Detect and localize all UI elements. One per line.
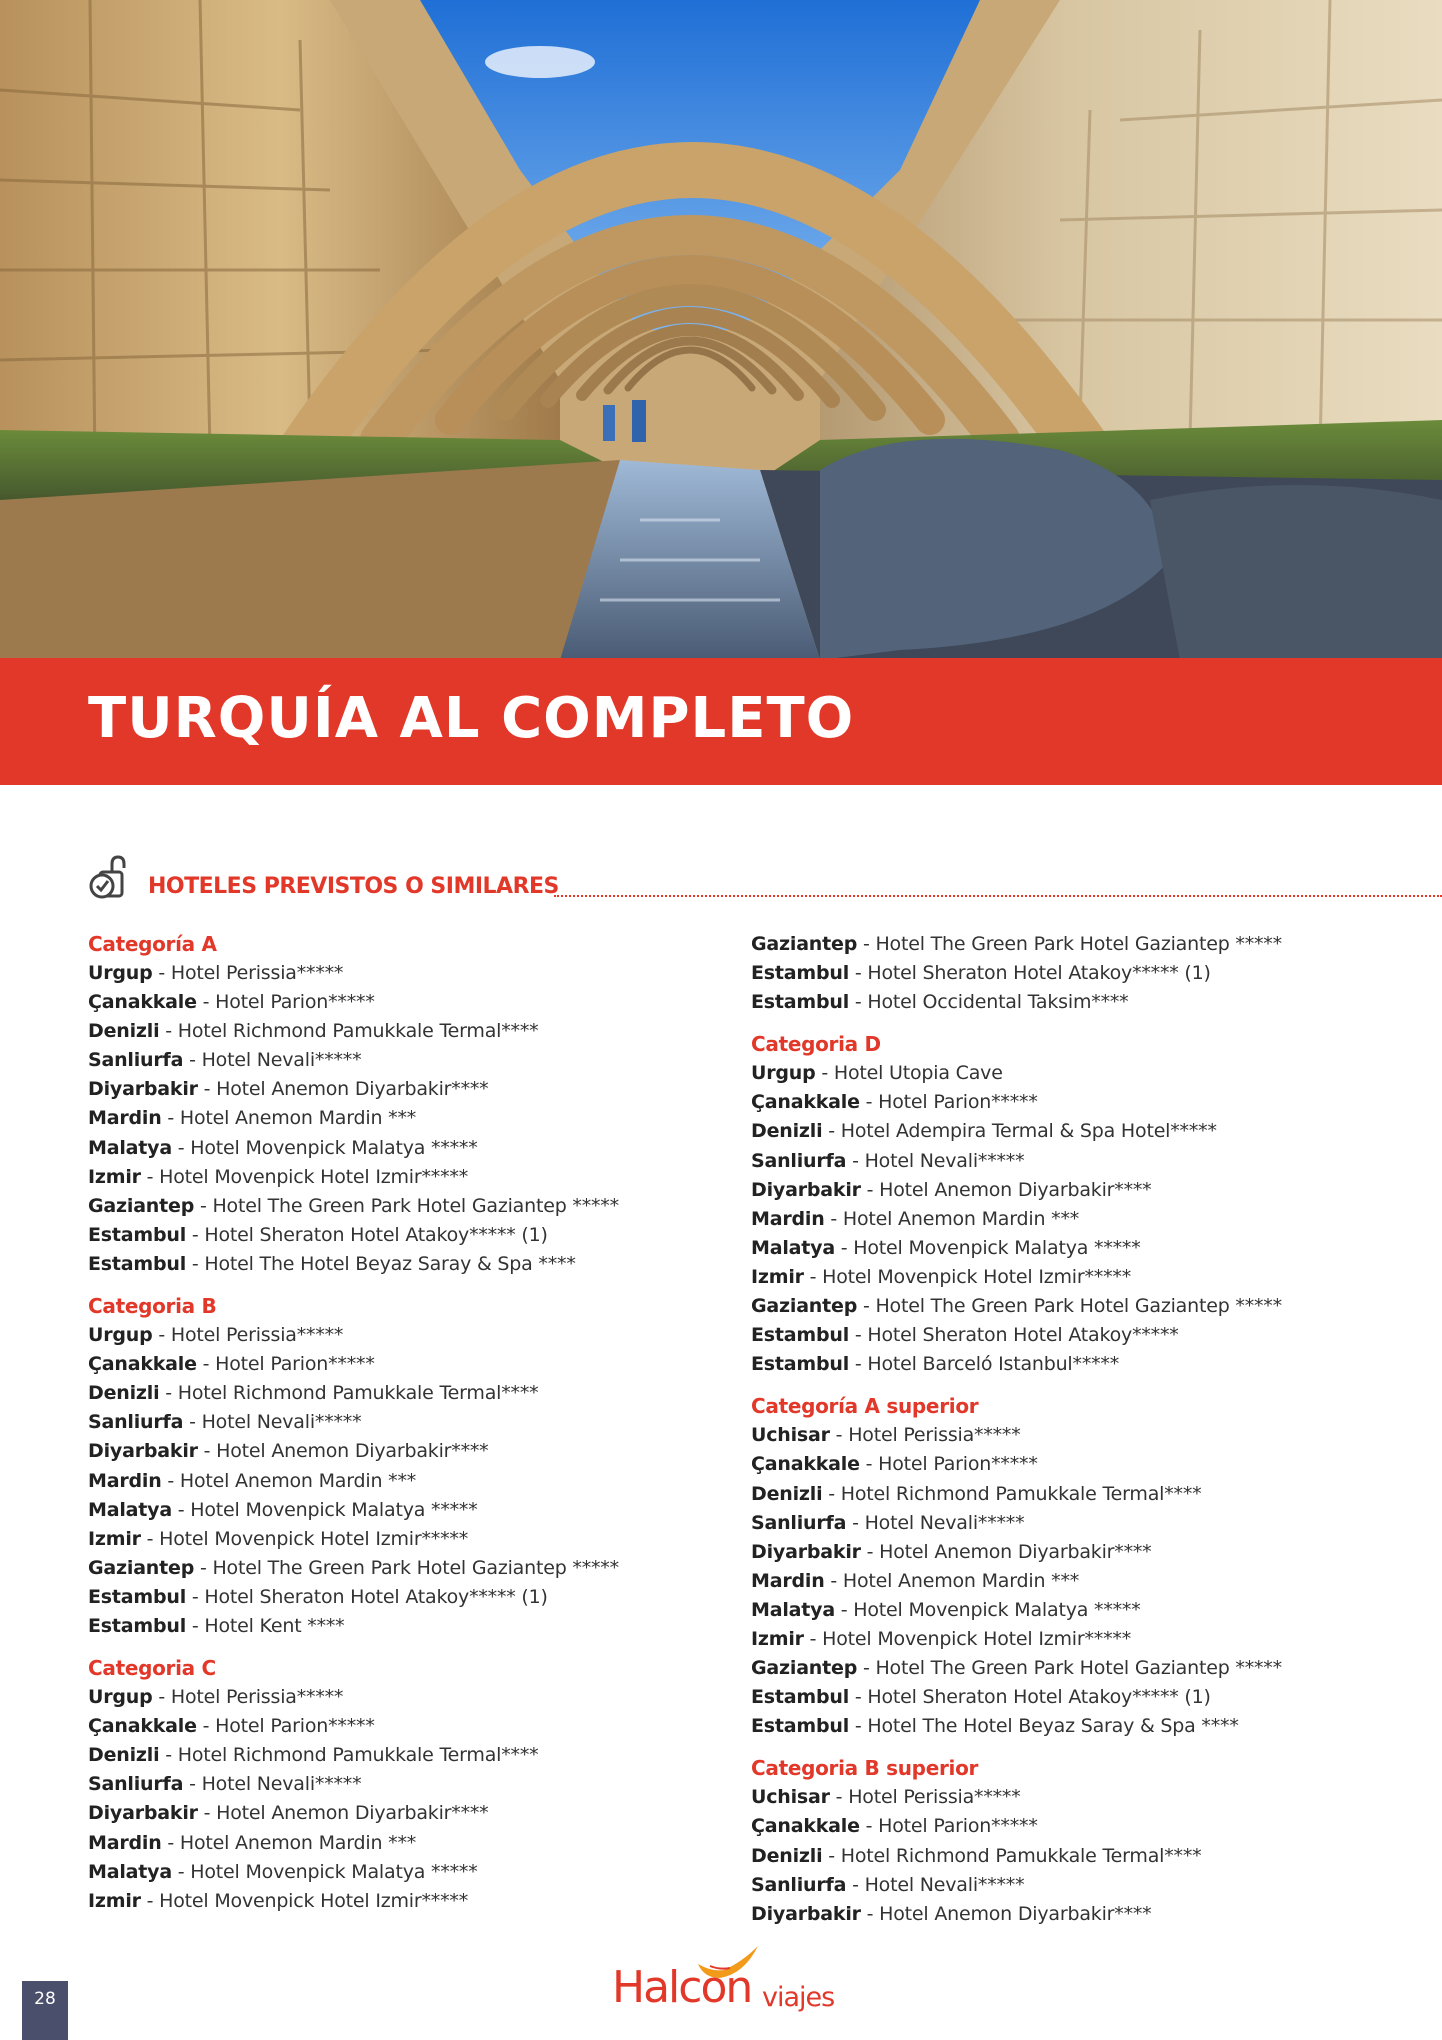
hotel-name: Hotel Anemon Diyarbakir**** — [216, 1440, 489, 1463]
hotel-city: Çanakkale — [88, 991, 197, 1014]
hotel-city: Estambul — [88, 1585, 187, 1608]
category-title: Categoría A — [88, 932, 217, 956]
category-title: Categoria B superior — [751, 1756, 979, 1781]
category-title: Categoría A superior — [751, 1394, 979, 1419]
hotel-city: Sanliurfa — [751, 1149, 847, 1172]
hotel-name: Hotel The Green Park Hotel Gaziantep ***** — [875, 1657, 1282, 1680]
hotel-name: Hotel Parion***** — [878, 1815, 1038, 1838]
hotel-name: Hotel Anemon Diyarbakir**** — [879, 1902, 1152, 1925]
separator: - — [849, 991, 868, 1014]
hotel-row — [88, 1017, 708, 1046]
separator: - — [152, 1324, 171, 1347]
hotel-name: Hotel Parion***** — [215, 1353, 375, 1376]
hotel-city: Sanliurfa — [88, 1411, 184, 1434]
hotel-row — [751, 1625, 1371, 1654]
hotel-city: Gaziantep — [751, 1657, 858, 1680]
hotel-name: Hotel Movenpick Hotel Izmir***** — [822, 1265, 1131, 1288]
hotel-name: Hotel Movenpick Hotel Izmir***** — [159, 1889, 468, 1912]
hotel-city: Estambul — [88, 1614, 187, 1637]
separator: - — [186, 1252, 205, 1275]
hotels-column-right — [751, 930, 1371, 1942]
separator: - — [857, 933, 876, 955]
hotel-name: Hotel Perissia***** — [848, 1424, 1021, 1447]
hotel-city: Estambul — [751, 1686, 850, 1709]
hotel-city: Malatya — [751, 1598, 835, 1621]
hotel-row — [751, 1234, 1371, 1263]
dotted-divider — [554, 895, 1442, 897]
separator: - — [161, 1469, 180, 1492]
separator: - — [161, 1831, 180, 1854]
separator: - — [803, 1627, 823, 1650]
hotel-city: Diyarbakir — [88, 1078, 198, 1101]
hotel-row — [88, 1250, 708, 1279]
separator: - — [171, 1498, 191, 1521]
separator: - — [860, 1902, 880, 1925]
separator: - — [161, 1107, 180, 1130]
separator: - — [834, 1236, 854, 1259]
separator: - — [152, 1686, 171, 1709]
hotel-row — [88, 1046, 708, 1075]
category-block — [751, 1754, 1371, 1928]
hero-illustration — [0, 0, 1442, 660]
hotel-name: Hotel Occidental Taksim**** — [867, 991, 1129, 1014]
separator: - — [194, 1556, 213, 1579]
hotel-city: Malatya — [751, 1236, 835, 1259]
hotel-name: Hotel Anemon Mardin *** — [842, 1569, 1080, 1592]
hotel-city: Denizli — [751, 1120, 823, 1143]
hotel-name: Hotel Sheraton Hotel Atakoy***** — [867, 1324, 1179, 1347]
separator: - — [849, 962, 868, 985]
hotel-row — [88, 1770, 708, 1799]
hotel-city: Urgup — [88, 1686, 153, 1709]
separator: - — [822, 1482, 841, 1505]
hotel-city: Urgup — [751, 1062, 816, 1085]
hotel-name: Hotel Sheraton Hotel Atakoy***** (1) — [204, 1585, 548, 1608]
hotel-row — [751, 1712, 1371, 1741]
hotel-city: Denizli — [751, 1482, 823, 1505]
category-title: Categoria B — [88, 1294, 217, 1319]
separator: - — [186, 1585, 205, 1608]
hotel-name: Hotel Nevali***** — [201, 1049, 362, 1072]
separator: - — [859, 1091, 879, 1114]
hotel-row — [751, 1059, 1371, 1088]
hotel-row — [751, 930, 1371, 959]
hotel-city: Izmir — [88, 1889, 141, 1912]
separator: - — [829, 1424, 849, 1447]
hotel-name: Hotel Movenpick Hotel Izmir***** — [159, 1527, 468, 1550]
separator: - — [824, 1207, 843, 1230]
separator: - — [183, 1049, 202, 1072]
hotel-row — [751, 1871, 1371, 1900]
hotel-row — [751, 1263, 1371, 1292]
hotel-name: Hotel Sheraton Hotel Atakoy***** (1) — [867, 1686, 1211, 1709]
hotel-row — [751, 1812, 1371, 1841]
hotel-row — [88, 1437, 708, 1466]
hotel-row — [751, 1147, 1371, 1176]
category-block — [751, 1392, 1371, 1741]
hotel-city: Sanliurfa — [751, 1511, 847, 1534]
hotel-city: Sanliurfa — [751, 1873, 847, 1896]
separator: - — [183, 1773, 202, 1796]
category-title: Categoria C — [88, 1656, 216, 1681]
hero-photo — [0, 0, 1442, 660]
separator: - — [140, 1165, 160, 1188]
hotel-row — [88, 1858, 708, 1887]
hotel-name: Hotel Parion***** — [878, 1453, 1038, 1476]
hotel-row — [88, 1350, 708, 1379]
hotel-name: Hotel Nevali***** — [201, 1411, 362, 1434]
separator: - — [849, 1686, 868, 1709]
hotel-name: Hotel Barceló Istanbul***** — [867, 1353, 1120, 1376]
hotel-row — [88, 1163, 708, 1192]
hotel-row — [751, 1450, 1371, 1479]
hotel-city: Estambul — [751, 1324, 850, 1347]
hotel-name: Hotel Anemon Mardin *** — [179, 1831, 417, 1854]
hotel-row — [88, 1683, 708, 1712]
hotel-city: Sanliurfa — [88, 1773, 184, 1796]
hotel-row — [88, 1496, 708, 1525]
hotel-name: Hotel Parion***** — [215, 1715, 375, 1738]
hotel-city: Urgup — [88, 1324, 153, 1347]
separator: - — [857, 1295, 876, 1318]
category-block — [88, 930, 708, 1279]
hotel-name: Hotel Anemon Mardin *** — [179, 1107, 417, 1130]
hotel-city: Malatya — [88, 1498, 172, 1521]
hotel-city: Estambul — [751, 991, 850, 1014]
separator: - — [140, 1527, 160, 1550]
hotel-name: Hotel Nevali***** — [864, 1873, 1025, 1896]
separator: - — [829, 1786, 849, 1809]
hotel-row — [751, 1176, 1371, 1205]
hotel-city: Izmir — [751, 1627, 804, 1650]
hotel-name: Hotel The Green Park Hotel Gaziantep ***** — [875, 933, 1282, 955]
hotel-city: Gaziantep — [751, 1295, 858, 1318]
hotel-name: Hotel Nevali***** — [864, 1149, 1025, 1172]
separator: - — [846, 1511, 865, 1534]
separator: - — [803, 1265, 823, 1288]
hotel-city: Denizli — [88, 1744, 160, 1767]
hotel-city: Diyarbakir — [751, 1540, 861, 1563]
category-block — [88, 1654, 708, 1916]
separator: - — [152, 962, 171, 984]
separator: - — [822, 1844, 841, 1867]
separator: - — [846, 1149, 865, 1172]
hotel-row — [751, 959, 1371, 988]
hotel-name: Hotel Movenpick Hotel Izmir***** — [159, 1165, 468, 1188]
hotel-city: Uchisar — [751, 1786, 830, 1809]
separator: - — [159, 1382, 178, 1405]
hotel-city: Estambul — [751, 1353, 850, 1376]
hotel-name: Hotel Adempira Termal & Spa Hotel***** — [840, 1120, 1217, 1143]
hotel-name: Hotel Utopia Cave — [833, 1062, 1003, 1085]
hotel-row — [751, 1088, 1371, 1117]
separator: - — [849, 1324, 868, 1347]
hotel-name: Hotel Perissia***** — [170, 1324, 344, 1347]
hotel-row — [751, 1683, 1371, 1712]
hotels-column-left — [88, 930, 708, 1929]
hotel-row — [751, 1480, 1371, 1509]
hotel-city: Mardin — [88, 1831, 162, 1854]
hotel-city: Estambul — [88, 1223, 187, 1246]
hotel-row — [88, 1583, 708, 1612]
hotel-name: Hotel Sheraton Hotel Atakoy***** (1) — [204, 1223, 548, 1246]
hotel-city: Çanakkale — [88, 1715, 197, 1738]
hotel-row — [751, 1205, 1371, 1234]
hotel-row — [751, 1538, 1371, 1567]
hotel-city: Diyarbakir — [751, 1902, 861, 1925]
hotel-name: Hotel Perissia***** — [848, 1786, 1021, 1809]
separator: - — [186, 1614, 205, 1637]
hotel-city: Çanakkale — [751, 1815, 860, 1838]
separator: - — [824, 1569, 843, 1592]
hotel-name: Hotel Kent **** — [204, 1614, 345, 1637]
hotel-city: Mardin — [751, 1207, 825, 1230]
hotel-city: Estambul — [751, 1715, 850, 1738]
separator: - — [196, 991, 216, 1014]
hotel-row — [88, 1075, 708, 1104]
hotel-row — [88, 1525, 708, 1554]
category-block — [751, 1030, 1371, 1379]
hotel-name: Hotel Richmond Pamukkale Termal**** — [177, 1382, 539, 1405]
category-block — [751, 930, 1371, 1017]
hotel-row — [751, 1900, 1371, 1929]
hotel-row — [88, 1379, 708, 1408]
hotel-row — [88, 988, 708, 1017]
hotel-name: Hotel Parion***** — [878, 1091, 1038, 1114]
page-title: TURQUÍA AL COMPLETO — [88, 686, 855, 751]
hotel-name: Hotel Perissia***** — [170, 962, 344, 984]
category-title: Categoria D — [751, 1032, 881, 1057]
halcon-viajes-logo — [612, 1942, 842, 2022]
hotel-city: Estambul — [751, 962, 850, 985]
hotel-name: Hotel The Hotel Beyaz Saray & Spa **** — [867, 1715, 1239, 1738]
hotel-name: Hotel Anemon Mardin *** — [179, 1469, 417, 1492]
hotel-row — [88, 1467, 708, 1496]
hotel-row — [751, 988, 1371, 1017]
hotel-name: Hotel Sheraton Hotel Atakoy***** (1) — [867, 962, 1211, 985]
hotel-name: Hotel Movenpick Hotel Izmir***** — [822, 1627, 1131, 1650]
separator: - — [196, 1715, 216, 1738]
hotel-city: Izmir — [88, 1165, 141, 1188]
hotel-name: Hotel The Green Park Hotel Gaziantep ***** — [875, 1295, 1282, 1318]
hotel-row — [88, 1741, 708, 1770]
separator: - — [822, 1120, 841, 1143]
hotel-city: Gaziantep — [88, 1556, 195, 1579]
separator: - — [159, 1744, 178, 1767]
hotel-city: Malatya — [88, 1860, 172, 1883]
separator: - — [194, 1194, 213, 1217]
separator: - — [860, 1178, 880, 1201]
hotel-row — [88, 959, 708, 988]
separator: - — [849, 1353, 868, 1376]
hotel-name: Hotel The Green Park Hotel Gaziantep ***** — [212, 1194, 619, 1217]
hotel-city: Çanakkale — [751, 1091, 860, 1114]
hotel-row — [88, 1408, 708, 1437]
hotel-city: Çanakkale — [751, 1453, 860, 1476]
hotel-city: Diyarbakir — [88, 1440, 198, 1463]
category-block — [88, 1292, 708, 1641]
hotel-row — [751, 1350, 1371, 1379]
separator: - — [815, 1062, 834, 1085]
separator: - — [849, 1715, 868, 1738]
hotel-city: Estambul — [88, 1252, 187, 1275]
hotel-row — [88, 1104, 708, 1133]
hotel-name: Hotel Anemon Mardin *** — [842, 1207, 1080, 1230]
hotel-name: Hotel Movenpick Malatya ***** — [190, 1498, 478, 1521]
separator: - — [140, 1889, 160, 1912]
separator: - — [171, 1136, 191, 1159]
hotel-name: Hotel Movenpick Malatya ***** — [190, 1136, 478, 1159]
hotel-row — [751, 1567, 1371, 1596]
logo-brand: Halcon — [612, 1962, 752, 2013]
hotel-city: Sanliurfa — [88, 1049, 184, 1072]
hotel-name: Hotel The Green Park Hotel Gaziantep ***** — [212, 1556, 619, 1579]
separator: - — [857, 1657, 876, 1680]
separator: - — [197, 1440, 217, 1463]
hotel-name: Hotel Richmond Pamukkale Termal**** — [177, 1020, 539, 1043]
hotel-row — [88, 1554, 708, 1583]
hotel-row — [88, 1712, 708, 1741]
separator: - — [197, 1078, 217, 1101]
hotel-name: Hotel Richmond Pamukkale Termal**** — [840, 1844, 1202, 1867]
hotel-row — [751, 1509, 1371, 1538]
separator: - — [197, 1802, 217, 1825]
hotel-name: Hotel Parion***** — [215, 991, 375, 1014]
hotel-row — [751, 1596, 1371, 1625]
separator: - — [171, 1860, 191, 1883]
hotel-row — [751, 1842, 1371, 1871]
hotel-city: Denizli — [751, 1844, 823, 1867]
hotel-city: Gaziantep — [751, 933, 858, 955]
hotel-row — [751, 1783, 1371, 1812]
hotel-city: Çanakkale — [88, 1353, 197, 1376]
hotel-city: Uchisar — [751, 1424, 830, 1447]
hotel-row — [751, 1421, 1371, 1450]
separator: - — [159, 1020, 178, 1043]
separator: - — [846, 1873, 865, 1896]
hotel-city: Mardin — [88, 1469, 162, 1492]
hotel-city: Urgup — [88, 962, 153, 984]
hotel-city: Gaziantep — [88, 1194, 195, 1217]
hotel-name: Hotel Anemon Diyarbakir**** — [879, 1540, 1152, 1563]
hotel-row — [88, 1887, 708, 1916]
hotel-row — [751, 1117, 1371, 1146]
hotel-name: Hotel Anemon Diyarbakir**** — [879, 1178, 1152, 1201]
hotel-name: Hotel Richmond Pamukkale Termal**** — [840, 1482, 1202, 1505]
hotel-name: Hotel Nevali***** — [201, 1773, 362, 1796]
separator: - — [183, 1411, 202, 1434]
logo-sub: viajes — [762, 1982, 835, 2013]
separator: - — [196, 1353, 216, 1376]
hotel-row — [88, 1799, 708, 1828]
hotel-row — [88, 1612, 708, 1641]
hotel-city: Denizli — [88, 1382, 160, 1405]
separator: - — [834, 1598, 854, 1621]
separator: - — [859, 1815, 879, 1838]
hotel-city: Izmir — [751, 1265, 804, 1288]
hotel-row — [88, 1221, 708, 1250]
hotel-city: Malatya — [88, 1136, 172, 1159]
hotel-name: Hotel The Hotel Beyaz Saray & Spa **** — [204, 1252, 576, 1275]
hotel-row — [88, 1829, 708, 1858]
hotel-name: Hotel Movenpick Malatya ***** — [853, 1236, 1141, 1259]
hotel-name: Hotel Anemon Diyarbakir**** — [216, 1078, 489, 1101]
hotel-city: Denizli — [88, 1020, 160, 1043]
hotel-row — [751, 1292, 1371, 1321]
hotel-city: Diyarbakir — [751, 1178, 861, 1201]
separator: - — [859, 1453, 879, 1476]
hotel-row — [88, 1192, 708, 1221]
hotel-name: Hotel Movenpick Malatya ***** — [853, 1598, 1141, 1621]
hotel-name: Hotel Nevali***** — [864, 1511, 1025, 1534]
hotel-name: Hotel Richmond Pamukkale Termal**** — [177, 1744, 539, 1767]
page-number: 28 — [22, 1981, 68, 2040]
hotel-city: Izmir — [88, 1527, 141, 1550]
hotel-name: Hotel Perissia***** — [170, 1686, 344, 1709]
hotel-city: Mardin — [88, 1107, 162, 1130]
hotel-name: Hotel Anemon Diyarbakir**** — [216, 1802, 489, 1825]
hotel-city: Mardin — [751, 1569, 825, 1592]
hotel-row — [88, 1321, 708, 1350]
hotel-row — [88, 1134, 708, 1163]
section-heading-label: HOTELES PREVISTOS O SIMILARES — [148, 874, 559, 899]
separator: - — [860, 1540, 880, 1563]
section-heading — [86, 852, 1442, 904]
hotel-row — [751, 1321, 1371, 1350]
hotel-name: Hotel Movenpick Malatya ***** — [190, 1860, 478, 1883]
hotel-row — [751, 1654, 1371, 1683]
lock-icon — [86, 854, 130, 906]
hotel-city: Diyarbakir — [88, 1802, 198, 1825]
title-band — [0, 658, 1442, 785]
separator: - — [186, 1223, 205, 1246]
